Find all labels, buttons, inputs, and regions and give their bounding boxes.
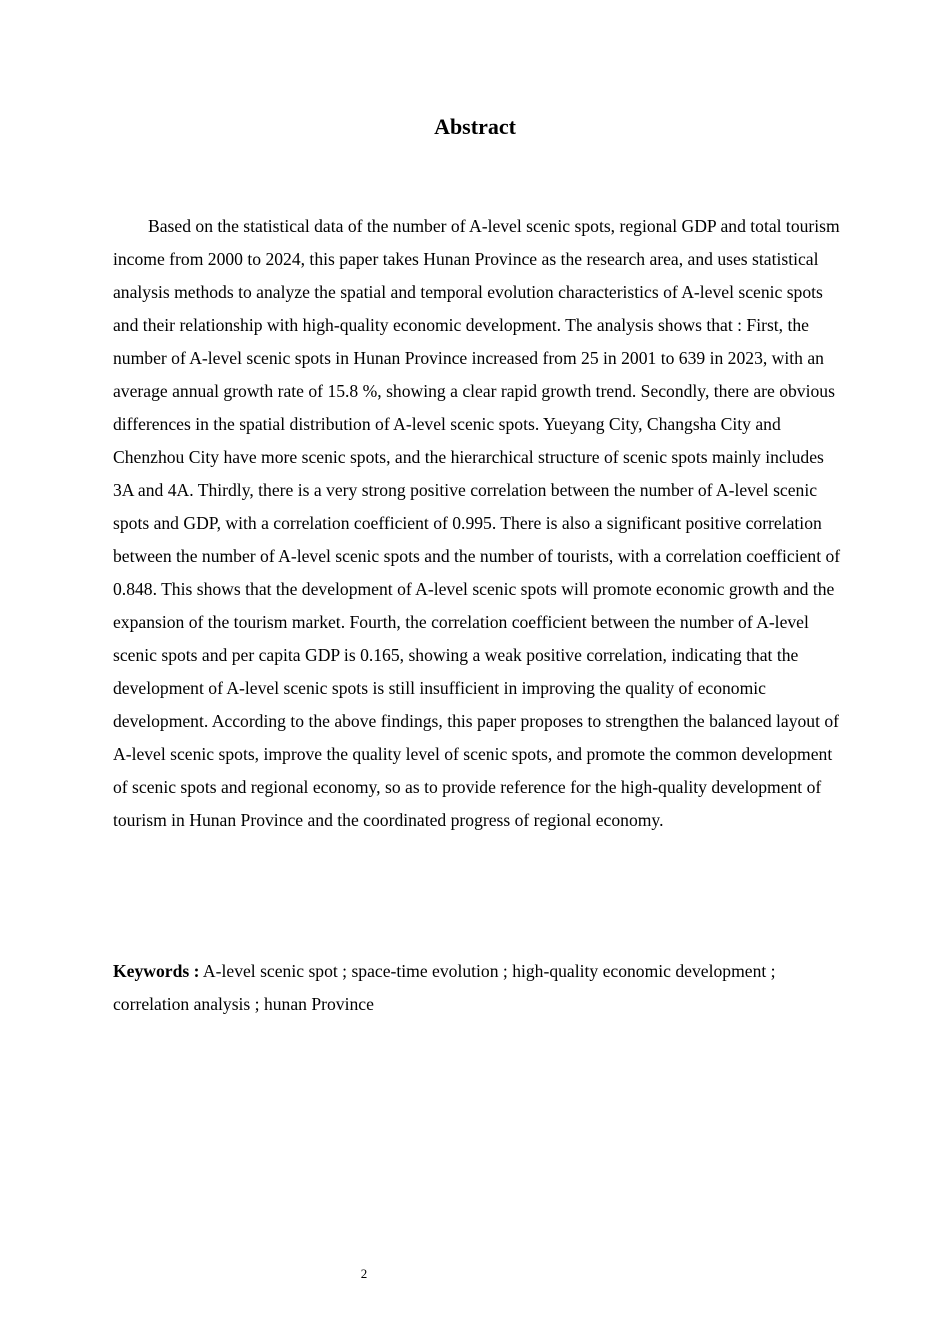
keywords-paragraph (113, 955, 843, 1021)
keywords-list: A-level scenic spot ; space-time evolution ; high-quality economic development ; correlation analysis ; hunan Province (113, 961, 776, 1014)
abstract-title: Abstract (434, 114, 516, 139)
keywords-label: Keywords : (113, 961, 200, 981)
abstract-paragraph: Based on the statistical data of the number of A-level scenic spots, regional GDP and total tourism income from 2000 to 2024, this paper takes Hunan Province as the research area, and uses statistical analysis methods to analyze the spatial and temporal evolution characteristics of A-level scenic spots and their relationship with high-quality economic development. The analysis shows that : First, the number of A-level scenic spots in Hunan Province increased from 25 in 2001 to 639 in 2023, with an average annual growth rate of 15.8 %, showing a clear rapid growth trend. Secondly, there are obvious differences in the spatial distribution of A-level scenic spots. Yueyang City, Changsha City and Chenzhou City have more scenic spots, and the hierarchical structure of scenic spots mainly includes 3A and 4A. Thirdly, there is a very strong positive correlation between the number of A-level scenic spots and GDP, with a correlation coefficient of 0.995. There is also a significant positive correlation between the number of A-level scenic spots and the number of tourists, with a correlation coefficient of 0.848. This shows that the development of A-level scenic spots will promote economic growth and the expansion of the tourism market. Fourth, the correlation coefficient between the number of A-level scenic spots and per capita GDP is 0.165, showing a weak positive correlation, indicating that the development of A-level scenic spots is still insufficient in improving the quality of economic development. According to the above findings, this paper proposes to strengthen the balanced layout of A-level scenic spots, improve the quality level of scenic spots, and promote the common development of scenic spots and regional economy, so as to provide reference for the high-quality development of tourism in Hunan Province and the coordinated progress of regional economy. (113, 216, 841, 830)
page-number: 2 (360, 1266, 368, 1281)
